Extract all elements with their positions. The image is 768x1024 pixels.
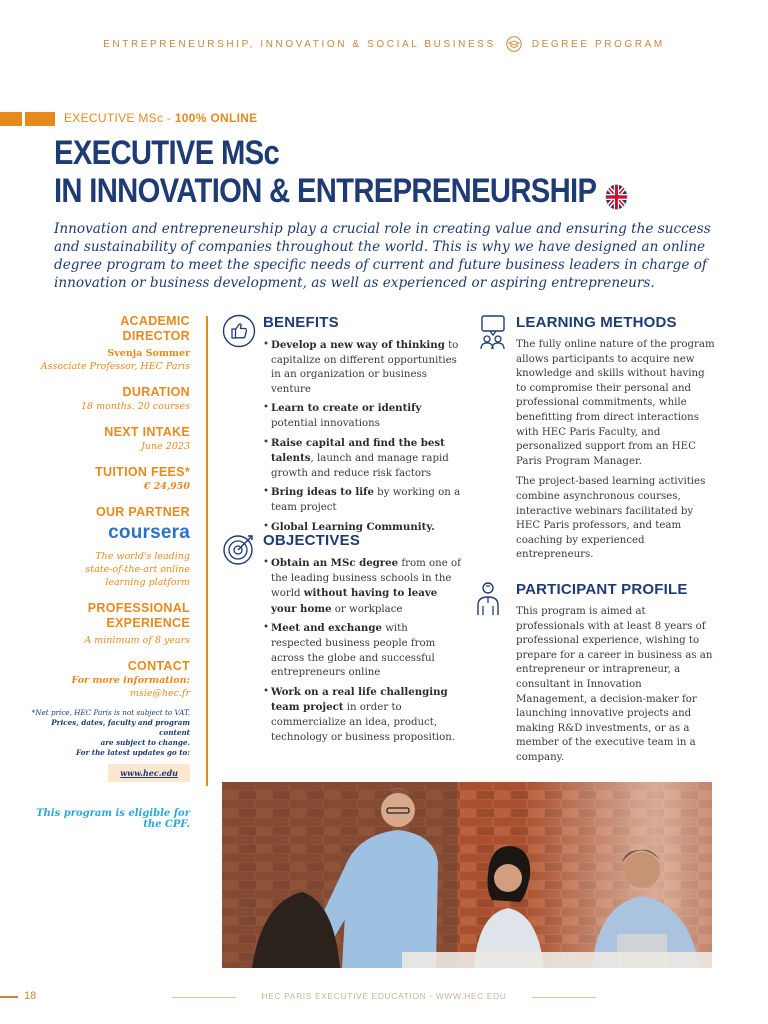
academic-director-group	[20, 314, 190, 373]
objectives-heading: OBJECTIVES	[263, 532, 361, 549]
participant-profile-body	[516, 605, 716, 766]
header-right-text: DEGREE PROGRAM	[531, 38, 665, 50]
updates-note: For the latest updates go to:	[75, 748, 190, 757]
target-icon	[222, 532, 256, 566]
learning-methods-p2: The project-based learning activities combine asynchronous courses, interactive webinars facilitated by HEC Paris professors, and team coaching by experienced entrepreneurs.	[516, 476, 706, 561]
learning-methods-body	[516, 338, 716, 563]
objectives-section	[222, 532, 462, 749]
sidebar-divider	[206, 316, 208, 786]
page-title	[54, 134, 627, 210]
program-eyebrow	[64, 111, 258, 125]
top-header	[0, 36, 768, 52]
benefits-heading: BENEFITS	[263, 314, 339, 331]
academic-director-label: ACADEMIC DIRECTOR	[120, 314, 190, 343]
online-meeting-icon	[476, 314, 510, 348]
accent-bar-right	[25, 112, 55, 126]
price-note: *Net price, HEC Paris is not subject to VAT.	[31, 708, 190, 717]
next-intake-label: NEXT INTAKE	[104, 425, 190, 439]
partner-desc-3: learning platform	[105, 577, 190, 588]
hec-url-link[interactable]: www.hec.edu	[108, 764, 190, 782]
objective-item: • Obtain an MSc degree from one of the leading business schools in the world without having to leave your home or workplace	[263, 556, 462, 617]
tuition-group	[20, 465, 190, 493]
accent-bar-left	[0, 112, 22, 126]
partner-group	[20, 505, 190, 589]
benefit-item: • Learn to create or identify potential innovations	[263, 401, 462, 431]
objective-item: • Work on a real life challenging team project in order to commercialize an idea, product, technology or business proposition.	[263, 685, 462, 745]
title-line-2-text: IN INNOVATION & ENTREPRENEURSHIP	[54, 172, 597, 210]
duration-group	[20, 385, 190, 413]
footer-text: HEC PARIS EXECUTIVE EDUCATION - WWW.HEC.EDU	[261, 991, 507, 1001]
eyebrow-highlight: 100% ONLINE	[174, 111, 258, 125]
participant-profile-section	[476, 581, 716, 772]
tuition-value: € 24,950	[143, 481, 190, 492]
change-note-2: are subject to change.	[100, 738, 190, 747]
program-facts-sidebar	[20, 314, 190, 782]
experience-value: A minimum of 8 years	[84, 635, 190, 646]
benefits-section	[222, 314, 462, 539]
participant-profile-heading: PARTICIPANT PROFILE	[516, 581, 688, 598]
duration-value: 18 months. 20 courses	[81, 401, 190, 412]
thumbs-up-icon	[222, 314, 256, 348]
contact-more-info: For more information:	[71, 675, 190, 686]
learning-methods-section	[476, 314, 716, 569]
title-line-2	[54, 172, 627, 210]
url-box-wrap	[20, 758, 190, 782]
objective-item: • Meet and exchange with respected business people from across the globe and successful entrepreneurs online	[263, 621, 462, 680]
director-name: Svenja Sommer	[107, 348, 190, 359]
partner-desc-2: state-of-the-art online	[85, 564, 190, 575]
benefit-item: • Global Learning Community.	[263, 520, 462, 536]
intro-paragraph: Innovation and entrepreneurship play a crucial role in creating value and ensuring the success and sustainability of companies throughout the world. This is why we have designed an online degree program to meet the specific needs of current and future business leaders in charge of innovation or business development, as well as experienced or aspiring entrepreneurs.	[54, 221, 711, 291]
objectives-list	[263, 556, 462, 745]
learning-methods-p1: The fully online nature of the program allows participants to acquire new knowledge and skills without having to compromise their personal and professional commitments, while benefitting from direct interactions with HEC Paris Faculty, and personalized support from an HEC Paris Program Manager.	[516, 339, 715, 467]
partner-label: OUR PARTNER	[95, 505, 190, 519]
coursera-logo: coursera	[108, 522, 190, 543]
duration-label: DURATION	[122, 385, 190, 399]
header-left-text: ENTREPRENEURSHIP, INNOVATION & SOCIAL BUSINESS	[103, 38, 496, 50]
contact-label: CONTACT	[127, 659, 190, 673]
change-note-1: Prices, dates, faculty and program content	[51, 718, 190, 737]
contact-email[interactable]: msie@hec.fr	[129, 688, 190, 699]
eyebrow-prefix: EXECUTIVE MSc -	[64, 111, 175, 125]
benefit-item: • Raise capital and find the best talents, launch and manage rapid growth and reduce risk factors	[263, 436, 462, 482]
partner-desc-1: The world's leading	[95, 551, 190, 562]
cpf-eligibility-note: This program is eligible for the CPF.	[36, 808, 190, 830]
uk-flag-icon	[605, 180, 627, 206]
experience-label: PROFESSIONAL EXPERIENCE	[87, 601, 190, 630]
graduation-cap-icon	[504, 36, 524, 52]
benefits-list	[263, 338, 462, 535]
benefit-item: • Bring ideas to life by working on a team project	[263, 485, 462, 515]
next-intake-group	[20, 425, 190, 453]
page-number: 18	[24, 990, 37, 1002]
team-meeting-photo	[222, 782, 712, 968]
participant-profile-p1: This program is aimed at professionals with at least 8 years of professional experience, wishing to prepare for a career in business as an entrepreneur or intrapreneur, a consultant in Innovation Management, a decision-maker for launching innovative projects and making R&D investments, or as a member of the executive team in a company.	[516, 606, 713, 763]
title-line-1: EXECUTIVE MSc	[54, 134, 280, 172]
tuition-label: TUITION FEES*	[95, 465, 190, 479]
director-role: Associate Professor, HEC Paris	[40, 361, 190, 372]
contact-group	[20, 659, 190, 700]
learning-methods-heading: LEARNING METHODS	[516, 314, 677, 331]
benefit-item: • Develop a new way of thinking to capitalize on different opportunities in an organization or business venture	[263, 338, 462, 397]
person-icon	[476, 581, 510, 615]
next-intake-value: June 2023	[141, 441, 190, 452]
experience-group	[20, 601, 190, 647]
